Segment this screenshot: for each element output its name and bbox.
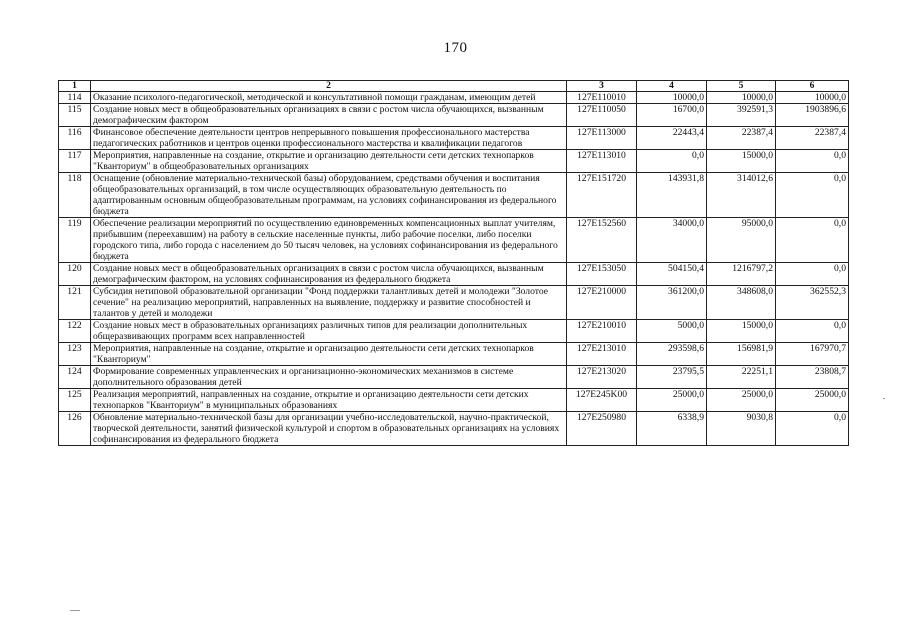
table-row [59, 150, 849, 173]
row-amount-col4: 293598,6 [637, 343, 707, 366]
row-amount-col6: 0,0 [776, 412, 849, 446]
row-amount-col5: 9030,8 [707, 412, 776, 446]
row-amount-col5: 392591,3 [707, 104, 776, 127]
row-amount-col5: 95000,0 [707, 218, 776, 263]
table-row [59, 173, 849, 218]
table-row [59, 412, 849, 446]
row-number: 116 [59, 127, 91, 150]
table-row [59, 320, 849, 343]
row-amount-col5: 314012,6 [707, 173, 776, 218]
table-row [59, 104, 849, 127]
row-amount-col6: 0,0 [776, 150, 849, 173]
row-description: Субсидия нетиповой образовательной организации "Фонд поддержки талантливых детей и молодежи "Золотое сечение" на реализацию мероприятий, направленных на выявление, поддержку и развитие способностей и талантов у детей и молодежи [91, 286, 567, 320]
table-row [59, 263, 849, 286]
header-row [59, 81, 849, 92]
row-amount-col5: 22251,1 [707, 366, 776, 389]
table-row [59, 389, 849, 412]
row-code: 127E213020 [567, 366, 637, 389]
scan-speck [883, 398, 885, 399]
row-amount-col4: 34000,0 [637, 218, 707, 263]
row-amount-col6: 22387,4 [776, 127, 849, 150]
row-code: 127E245K00 [567, 389, 637, 412]
row-description: Мероприятия, направленные на создание, открытие и организацию деятельности сети детских технопарков "Кванториум" в общеобразовательных организациях [91, 150, 567, 173]
row-amount-col4: 16700,0 [637, 104, 707, 127]
row-amount-col5: 15000,0 [707, 150, 776, 173]
row-description: Оснащение (обновление материально-технической базы) оборудованием, средствами обучения и воспитания общеобразовательных организаций, в том числе осуществляющих образовательную деятельность по адаптированным основным общеобразовательным программам, на условиях софинансирования из федерального бюджета [91, 173, 567, 218]
page-number: 170 [443, 40, 468, 56]
row-number: 122 [59, 320, 91, 343]
row-number: 126 [59, 412, 91, 446]
row-code: 127E213010 [567, 343, 637, 366]
row-number: 124 [59, 366, 91, 389]
row-amount-col4: 361200,0 [637, 286, 707, 320]
row-code: 127E113010 [567, 150, 637, 173]
row-amount-col6: 362552,3 [776, 286, 849, 320]
row-amount-col5: 25000,0 [707, 389, 776, 412]
table-row [59, 127, 849, 150]
row-amount-col6: 0,0 [776, 218, 849, 263]
table-row [59, 218, 849, 263]
row-amount-col6: 23808,7 [776, 366, 849, 389]
row-description: Обновление материально-технической базы для организации учебно-исследовательской, научно-практической, творческой деятельности, занятий физической культурой и спортом в образовательных организациях на условиях софинансирования из федерального бюджета [91, 412, 567, 446]
row-amount-col6: 0,0 [776, 320, 849, 343]
budget-table [58, 80, 849, 446]
scan-speck [70, 610, 80, 611]
row-amount-col5: 156981,9 [707, 343, 776, 366]
row-description: Создание новых мест в образовательных организациях различных типов для реализации дополнительных общеразвивающих программ всех направленностей [91, 320, 567, 343]
row-amount-col4: 5000,0 [637, 320, 707, 343]
row-amount-col6: 1903896,6 [776, 104, 849, 127]
row-code: 127E151720 [567, 173, 637, 218]
row-amount-col4: 10000,0 [637, 92, 707, 104]
row-amount-col6: 167970,7 [776, 343, 849, 366]
row-amount-col4: 6338,9 [637, 412, 707, 446]
row-description: Обеспечение реализации мероприятий по осуществлению единовременных компенсационных выплат учителям, прибывшим (переехавшим) на работу в сельские населенные пункты, либо рабочие поселки, либо поселки городского типа, либо города с населением до 50 тысяч человек, на условиях софинансирования из федерального бюджета [91, 218, 567, 263]
row-code: 127E113000 [567, 127, 637, 150]
column-header: 4 [637, 81, 707, 92]
row-amount-col4: 504150,4 [637, 263, 707, 286]
table-row [59, 286, 849, 320]
column-header: 2 [91, 81, 567, 92]
row-amount-col6: 10000,0 [776, 92, 849, 104]
row-description: Мероприятия, направленные на создание, открытие и организацию деятельности сети детских технопарков "Кванториум" [91, 343, 567, 366]
row-code: 127E210000 [567, 286, 637, 320]
row-description: Создание новых мест в общеобразовательных организациях в связи с ростом числа обучающихся, вызванным демографическим фактором, на условиях софинансирования из федерального бюджета [91, 263, 567, 286]
table-row [59, 343, 849, 366]
row-amount-col5: 22387,4 [707, 127, 776, 150]
row-number: 115 [59, 104, 91, 127]
row-amount-col5: 348608,0 [707, 286, 776, 320]
row-description: Создание новых мест в общеобразовательных организациях в связи с ростом числа обучающихся, вызванным демографическим фактором [91, 104, 567, 127]
row-amount-col6: 25000,0 [776, 389, 849, 412]
table-row [59, 366, 849, 389]
row-code: 127E110010 [567, 92, 637, 104]
row-amount-col4: 0,0 [637, 150, 707, 173]
row-amount-col4: 23795,5 [637, 366, 707, 389]
row-code: 127E110050 [567, 104, 637, 127]
column-header: 5 [707, 81, 776, 92]
row-amount-col4: 143931,8 [637, 173, 707, 218]
row-description: Финансовое обеспечение деятельности центров непрерывного повышения профессионального мастерства педагогических работников и центров оценки профессионального мастерства и квалификации педагогов [91, 127, 567, 150]
row-amount-col5: 1216797,2 [707, 263, 776, 286]
column-header: 6 [776, 81, 849, 92]
row-code: 127E152560 [567, 218, 637, 263]
column-header: 3 [567, 81, 637, 92]
row-number: 125 [59, 389, 91, 412]
row-number: 118 [59, 173, 91, 218]
row-number: 123 [59, 343, 91, 366]
row-code: 127E210010 [567, 320, 637, 343]
row-description: Формирование современных управленческих и организационно-экономических механизмов в системе дополнительного образования детей [91, 366, 567, 389]
row-description: Реализация мероприятий, направленных на создание, открытие и организацию деятельности сети детских технопарков "Кванториум" в муниципальных образованиях [91, 389, 567, 412]
row-number: 114 [59, 92, 91, 104]
row-code: 127E153050 [567, 263, 637, 286]
row-number: 120 [59, 263, 91, 286]
table-row [59, 92, 849, 104]
row-number: 119 [59, 218, 91, 263]
row-number: 121 [59, 286, 91, 320]
row-amount-col6: 0,0 [776, 173, 849, 218]
row-amount-col4: 22443,4 [637, 127, 707, 150]
row-number: 117 [59, 150, 91, 173]
row-amount-col6: 0,0 [776, 263, 849, 286]
row-amount-col5: 10000,0 [707, 92, 776, 104]
column-header: 1 [59, 81, 91, 92]
row-amount-col4: 25000,0 [637, 389, 707, 412]
row-description: Оказание психолого-педагогической, методической и консультативной помощи гражданам, имеющим детей [91, 92, 567, 104]
row-code: 127E250980 [567, 412, 637, 446]
row-amount-col5: 15000,0 [707, 320, 776, 343]
